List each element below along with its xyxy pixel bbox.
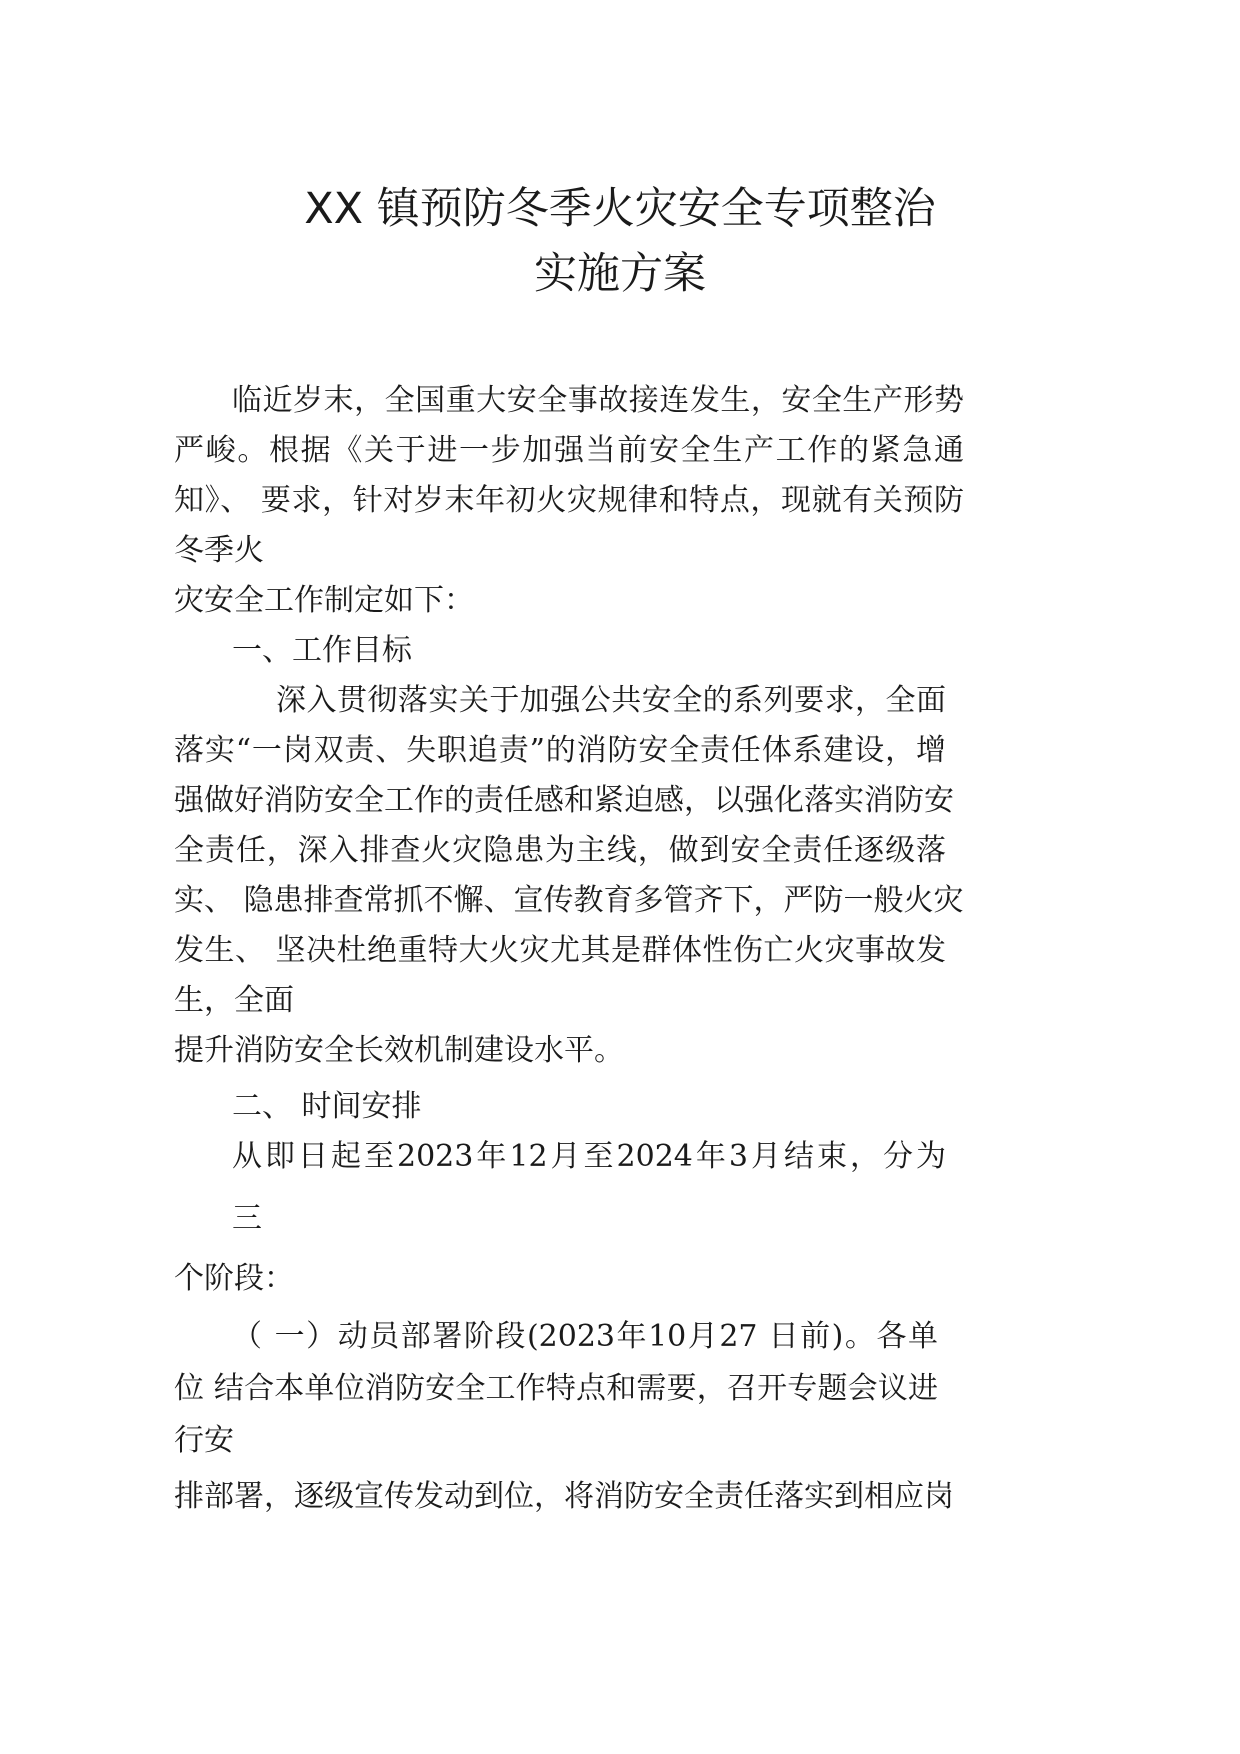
section-heading: 二、 时间安排 (232, 1089, 422, 1124)
document-title-line2: 实施方案 (534, 249, 706, 299)
body-text-line: 严峻。根据《关于进一步加强当前安全生产工作的紧急通 (174, 433, 964, 468)
body-text-line: 排部署，逐级宣传发动到位，将消防安全责任落实到相应岗 (174, 1479, 954, 1514)
body-text-line: 强做好消防安全工作的责任感和紧迫感，以强化落实消防安 (174, 783, 954, 818)
body-text-line: 深入贯彻落实关于加强公共安全的系列要求，全面 (276, 683, 946, 718)
section-heading: 一、工作目标 (232, 633, 412, 668)
body-text-line: 个阶段： (174, 1261, 294, 1296)
body-text-line: 实、 隐患排查常抓不懈、宣传教育多管齐下，严防一般火灾 (174, 883, 964, 918)
body-text-line: 全责任，深入排查火灾隐患为主线，做到安全责任逐级落 (174, 833, 946, 868)
document-title-line1: XX 镇预防冬季火灾安全专项整治 (304, 184, 936, 234)
body-text-line: 提升消防安全长效机制建设水平。 (174, 1033, 624, 1068)
body-text-line: 灾安全工作制定如下： (174, 583, 474, 618)
body-text-line: 发生、 坚决杜绝重特大火灾尤其是群体性伤亡火灾事故发 (174, 933, 946, 968)
body-text-line: 位 结合本单位消防安全工作特点和需要，召开专题会议进 (174, 1371, 938, 1406)
body-text-line: （ 一）动员部署阶段(2023年10月27 日前)。各单 (232, 1319, 938, 1354)
body-text-line: 落实“一岗双责、失职追责”的消防安全责任体系建设，增 (174, 733, 946, 768)
body-text-line: 从即日起至2023年12月至2024年3月结束，分为 (232, 1139, 946, 1174)
body-text-line: 三 (232, 1201, 262, 1236)
body-text-line: 临近岁末，全国重大安全事故接连发生，安全生产形势 (232, 383, 964, 418)
body-text-line: 行安 (174, 1423, 234, 1458)
body-text-line: 知》、 要求，针对岁末年初火灾规律和特点，现就有关预防 (174, 483, 964, 518)
body-text-line: 冬季火 (174, 533, 264, 568)
body-text-line: 生，全面 (174, 983, 294, 1018)
